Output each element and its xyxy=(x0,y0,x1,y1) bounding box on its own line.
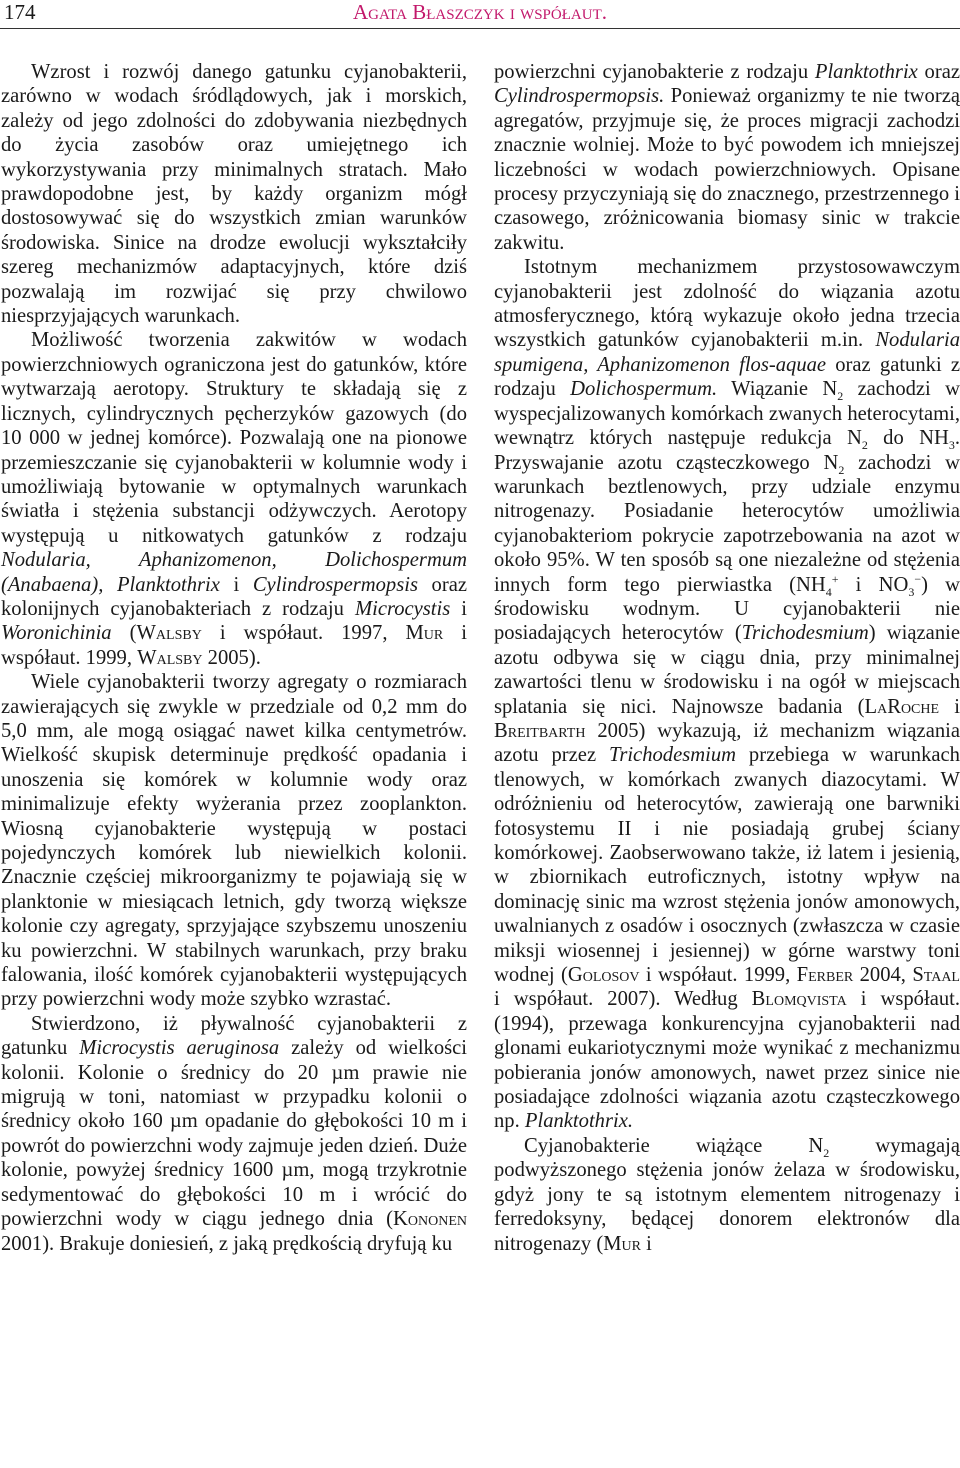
paragraph-text: oraz kolonijnych cyjanobakteriach z rodzaju xyxy=(1,573,467,620)
subscript: 2 xyxy=(823,1145,830,1160)
paragraph-text: ) w środowisku wodnym. U cyjanobakterii nie posiadających heterocytów ( xyxy=(494,573,960,645)
paragraph-text: i współaut. 1999, xyxy=(1,622,467,669)
subscript: 3 xyxy=(948,438,955,453)
citation-author: Kononen xyxy=(393,1208,467,1231)
paragraph-aggregates xyxy=(1,670,467,1012)
taxon-name: Nodularia spumigena, Aphanizomenon flos-aquae xyxy=(494,329,960,376)
paragraph-continued xyxy=(494,60,960,255)
citation-author: Staal xyxy=(912,964,960,987)
page-number: 174 xyxy=(4,0,36,24)
paragraph-buoyancy xyxy=(1,1012,467,1256)
citation-author: Golosov xyxy=(567,964,640,987)
paragraph-text: Możliwość tworzenia zakwitów w wodach powierzchniowych ograniczona jest do gatunków, które wytwarzają aerotopy. Struktury te składają się z licznych, cylindrycznych pęcherzyków gazowych (do 10 000 w jednej komórce). Pozwalają one na pionowe przemieszczanie się cyjanobakterii w kolumnie wody i umożliwiają bytowanie w optymalnych warunkach światła i stężenia substancji odżywczych. Aerotopy występują u nitkowatych gatunków z rodzaju xyxy=(1,329,467,547)
paragraph-text: przebiega w warunkach tlenowych, w komórkach zwanych diazocytami. W odróżnieniu od heterocytów, zawierają one barwniki fotosystemu II i nie posiadają grubej ściany komórkowej. Zaobserwowano także, iż latem i jesienią, w zbiornikach eutroficznych, istotny wpływ na dominację sinic ma wzrost stężenia jonów amonowych, uwalnianych z osadów i osocznych (zwłaszcza w czasie miksji wiosennej i jesiennej) w górne warstwy toni wodnej ( xyxy=(494,744,960,987)
paragraph-text: wymagają podwyższonego stężenia jonów żelaza w środowisku, gdyż jony te są istotnym elementem nitrogenazy i ferredoksyny, będącej donorem elektronów dla nitrogenazy ( xyxy=(494,1134,960,1255)
taxon-name: Planktothrix. xyxy=(524,1110,633,1133)
citation-author: Mur xyxy=(405,622,444,645)
page-header xyxy=(0,0,960,40)
paragraph-text: 2001). Brakuje doniesień, z jaką prędkością dryfują ku xyxy=(1,1232,453,1255)
paragraph-text: ( xyxy=(111,622,137,645)
taxon-name: Microcystis xyxy=(354,597,451,620)
taxon-name: Cylindrospermopsis xyxy=(252,573,418,596)
header-rule xyxy=(0,28,960,29)
paragraph-text: ) wiązanie azotu odbywa się w ciągu dnia, przy minimalnej zawartości tlenu w środowisku i na ogół w miejscach splatania się nici. Najnowsze badania ( xyxy=(494,622,960,718)
subscript: 2 xyxy=(837,389,844,404)
paragraph-intro xyxy=(1,60,467,328)
paragraph-text: Wiele cyjanobakterii tworzy agregaty o rozmiarach zawierających się zwykle w przedziale od 0,2 mm do 5,0 mm, ale mogą osiągać nawet kilka centymetrów. Wielkość skupisk determinuje prędkość opadania i unoszenia się komórek w kolumnie wody oraz minimalizuje efekty wyżerania przez zooplankton. Wiosną cyjanobakterie występują w postaci pojedynczych komórek lub niewielkich kolonii. Znacznie częściej mikroorganizmy te pojawiają się w planktonie w miesiącach letnich, gdy tworzą większe kolonie czy agregaty, sprzyjające szybszemu unoszeniu ku powierzchni. W stabilnych warunkach, przy braku falowania, ilość komórek cyjanobakterii występujących przy powierzchni wody może szybko wzrastać. xyxy=(1,671,467,1011)
paragraph-text: Wiązanie N xyxy=(717,378,838,401)
taxon-name: Planktothrix xyxy=(116,573,220,596)
paragraph-text: 2004, xyxy=(853,964,913,987)
taxon-name: Woronichinia xyxy=(1,622,112,645)
paragraph-text: i współaut. 1997, xyxy=(201,622,406,645)
subscript: 3 xyxy=(908,584,915,599)
taxon-name: Trichodesmium xyxy=(741,622,869,645)
paragraph-text: i xyxy=(939,695,960,718)
paragraph-text: Istotnym mechanizmem przystosowawczym cyjanobakterii jest zdolność do wiązania azotu atmosferycznego, którą wykazuje około jedna trzecia wszystkich gatunków cyjanobakterii m.in. xyxy=(494,256,960,352)
citation-author: LaRoche xyxy=(864,695,940,718)
paragraph-text: i xyxy=(450,597,468,620)
left-column xyxy=(1,60,467,1256)
paragraph-text: zależy od wielkości kolonii. Kolonie o średnicy do 20 µm prawie nie migrują w toni, natomiast w przypadku kolonii o średnicy około 160 µm opadanie do głębokości 10 m i powrót do powierzchni wody zajmuje jeden dzień. Duże kolonie, powyżej średnicy 1600 µm, mogą trzykrotnie sedymentować do głębokości 10 m i wrócić do powierzchni wody w ciągu jednego dnia ( xyxy=(1,1037,468,1231)
taxon-name: (Anabaena), xyxy=(1,573,104,596)
paragraph-text: i xyxy=(219,573,253,596)
paragraph-text: i NO xyxy=(838,573,909,596)
paragraph-text: Ponieważ organizmy te nie tworzą agregatów, przyjmuje się, że proces migracji zachodzi znacznie wolniej. Może to być powodem ich mniejszej liczebności w wodach powierzchniowych. Opisane procesy przyczyniają się do znacznego, przestrzennego i czasowego, zróżnicowania biomasy sinic w trakcie zakwitu. xyxy=(494,85,960,254)
citation-author: Blomqvista xyxy=(751,988,847,1011)
paragraph-text: 2005) wykazują, iż mechanizm wiązania azotu przez xyxy=(494,719,960,767)
subscript: 2 xyxy=(838,462,845,477)
subscript: 2 xyxy=(861,438,868,453)
paragraph-nitrogen-fixation xyxy=(494,255,960,1134)
taxon-name: Trichodesmium xyxy=(609,744,737,767)
citation-author: Walsby xyxy=(136,622,202,645)
citation-author: Walsby xyxy=(137,646,203,669)
paragraph-text: Stwierdzono, iż pływalność cyjanobakterii z gatunku xyxy=(1,1012,467,1060)
paragraph-text: i xyxy=(640,1232,652,1255)
paragraph-text: oraz xyxy=(917,61,960,83)
citation-author: Breitbarth xyxy=(494,719,586,742)
taxon-name: Dolichospermum. xyxy=(570,378,718,401)
paragraph-text: i współaut. 1999, xyxy=(639,964,797,987)
paragraph-text: do NH xyxy=(867,427,949,450)
superscript: − xyxy=(914,571,922,586)
citation-author: Ferber xyxy=(796,964,854,987)
paragraph-text: 2005). xyxy=(202,646,261,669)
citation-author: Mur xyxy=(603,1232,641,1255)
subscript: 4 xyxy=(825,584,832,599)
paragraph-text: i współaut. (1994), przewaga konkurencyjna cyjanobakterii nad glonami eukariotycznymi może wynikać z mechanizmu pobierania jonów amonowych, nawet przez sinice nie posiadające zdolności wiązania azotu cząsteczkowego np. xyxy=(494,988,960,1133)
running-head: Agata Błaszczyk i współaut. xyxy=(353,0,607,24)
paragraph-text: oraz gatunki z rodzaju xyxy=(494,353,960,401)
paragraph-text: i współaut. 2007). Według xyxy=(494,988,752,1011)
paragraph-text: Cyjanobakterie wiążące N xyxy=(524,1134,824,1157)
paragraph-aerotopes xyxy=(1,328,467,670)
right-column xyxy=(494,60,960,1256)
taxon-name: Planktothrix xyxy=(814,61,918,83)
paragraph-text: powierzchni cyjanobakterie z rodzaju xyxy=(494,61,815,83)
superscript: + xyxy=(831,571,839,586)
taxon-name: Nodularia, Aphanizomenon, Dolichospermum xyxy=(1,549,467,572)
paragraph-iron xyxy=(494,1134,960,1256)
paragraph-text: zachodzi w warunkach beztlenowych, przy udziale enzymu nitrogenazy. Posiadanie heterocytów umożliwia cyjanobakteriom pokrycie zapotrzebowania na azot w około 95%. W ten sposób są one niezależne od stężenia innych form tego pierwiastka (NH xyxy=(494,451,960,596)
taxon-name: Cylindrospermopsis. xyxy=(494,85,665,108)
paragraph-text: Wzrost i rozwój danego gatunku cyjanobakterii, zarówno w wodach śródlądowych, jak i morskich, zależy od jego zdolności do zdobywania niezbędnych do życia zasobów oraz umiejętnego ich wykorzystywania przy minimalnych stratach. Mało prawdopodobne jest, by każdy organizm mógł dostosowywać się do wszystkich zmian warunków środowiska. Sinice na drodze ewolucji wykształciły szereg mechanizmów adaptacyjnych, które dziś pozwalają im rozwijać się przy chwilowo niesprzyjających warunkach. xyxy=(1,61,467,328)
taxon-name: Microcystis aeruginosa xyxy=(79,1037,280,1060)
paragraph-text: . Przyswajanie azotu cząsteczkowego N xyxy=(494,427,960,474)
paragraph-text: zachodzi w wyspecjalizowanych komórkach zwanych heterocytami, wewnątrz których następuje redukcja N xyxy=(494,378,960,450)
